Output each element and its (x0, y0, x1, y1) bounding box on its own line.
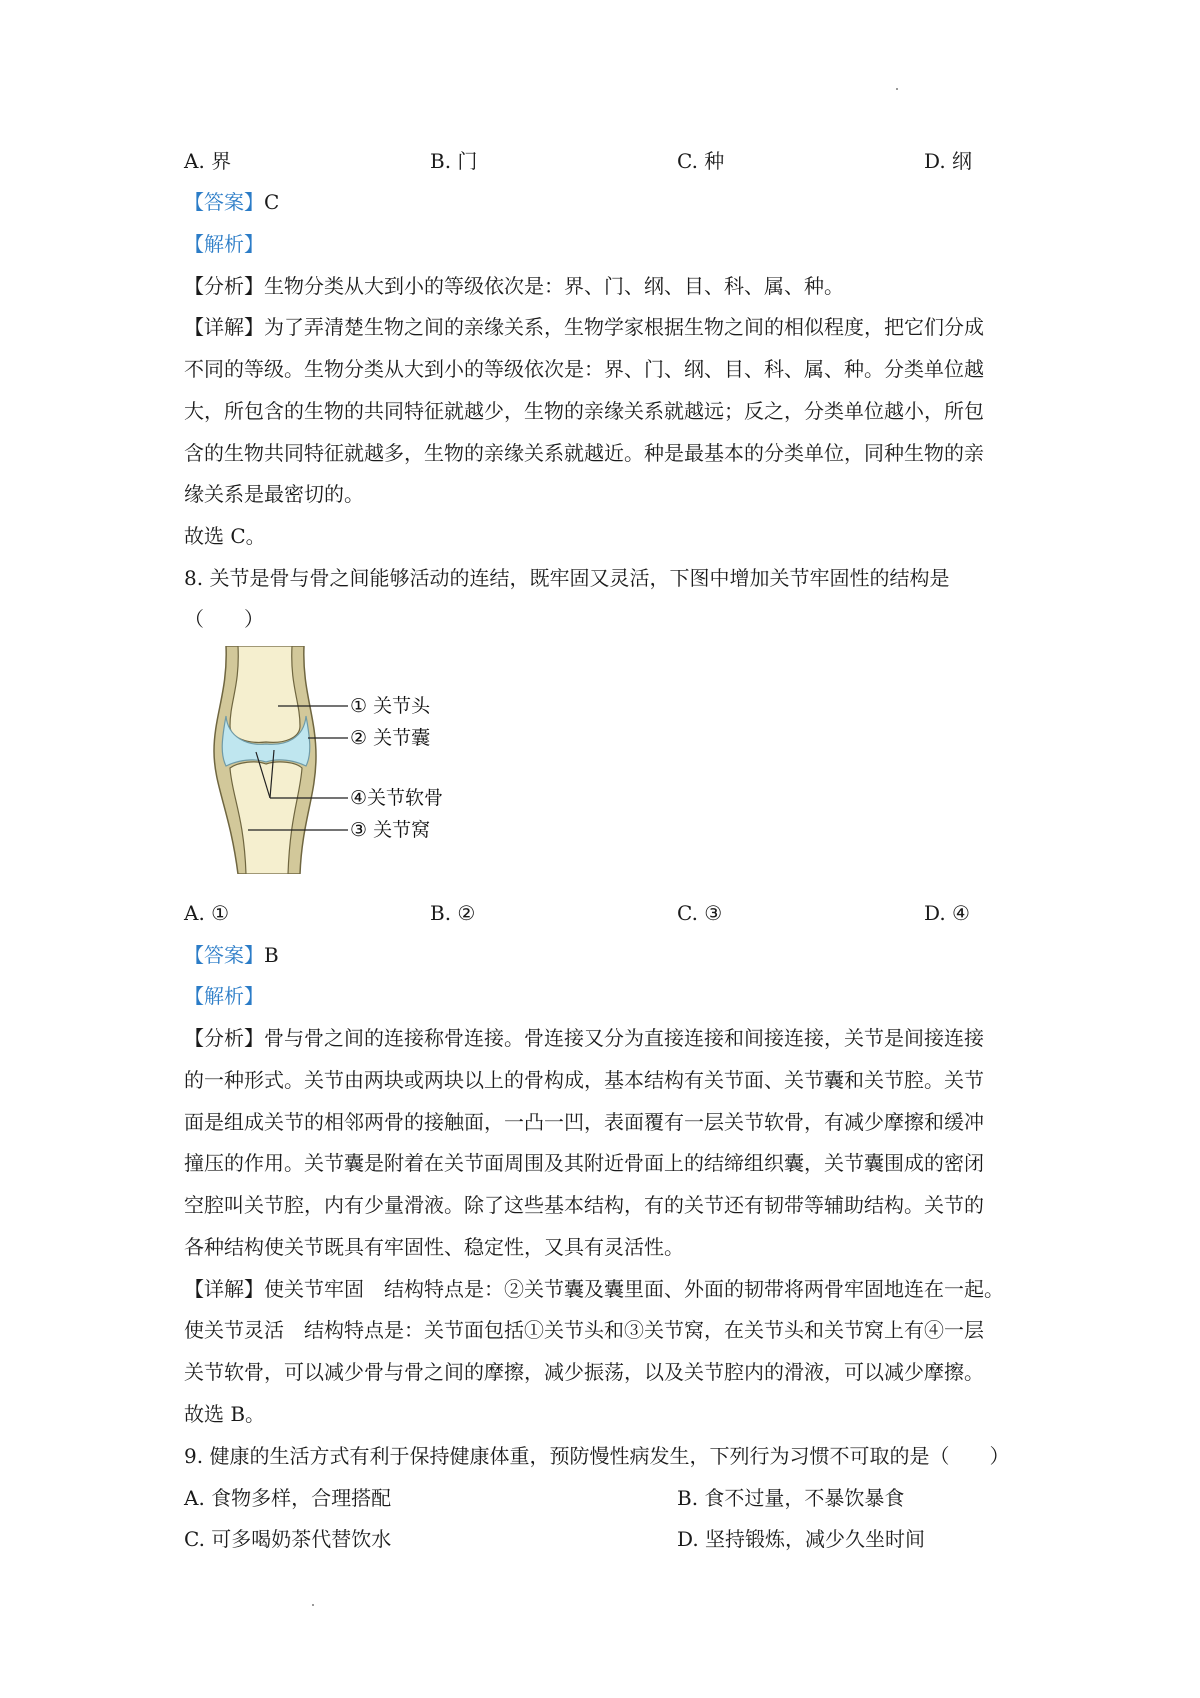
analysis-tag: 【解析】 (184, 984, 264, 1008)
xiangjie-text: 为了弄清楚生物之间的亲缘关系，生物学家根据生物之间的相似程度，把它们分成 (264, 315, 984, 339)
xiangjie-tag: 【详解】 (184, 315, 264, 339)
q8-fenxi-line-6: 各种结构使关节既具有牢固性、稳定性，又具有灵活性。 (184, 1235, 684, 1259)
xiangjie-text: 使关节牢固 结构特点是：②关节囊及囊里面、外面的韧带将两骨牢固地连在一起。 (264, 1277, 1004, 1301)
label-articular-cartilage: ④关节软骨 (350, 787, 444, 809)
answer-value: C (264, 190, 280, 214)
fenxi-text: 生物分类从大到小的等级依次是：界、门、纲、目、科、属、种。 (264, 274, 844, 298)
xiangjie-tag: 【详解】 (184, 1277, 264, 1301)
q7-xiangjie-line-1 (184, 314, 1034, 340)
q9-option-a: A. 食物多样，合理搭配 (184, 1486, 392, 1510)
knee-joint-figure (208, 646, 508, 874)
q8-fenxi-line-3: 面是组成关节的相邻两骨的接触面，一凸一凹，表面覆有一层关节软骨，有减少摩擦和缓冲 (184, 1110, 984, 1134)
q7-option-c: C. 种 (677, 149, 725, 173)
q8-conclusion: 故选 B。 (184, 1402, 266, 1426)
fenxi-tag: 【分析】 (184, 274, 264, 298)
q7-xiangjie-line-2: 不同的等级。生物分类从大到小的等级依次是：界、门、纲、目、科、属、种。分类单位越 (184, 357, 984, 381)
q8-option-c: C. ③ (677, 901, 723, 925)
q8-stem-line-1: 8. 关节是骨与骨之间能够活动的连结，既牢固又灵活，下图中增加关节牢固性的结构是 (184, 566, 950, 590)
q8-stem-line-2: （ ） (184, 607, 264, 631)
label-articular-head: ① 关节头 (350, 695, 431, 717)
q8-xiangjie-line-1 (184, 1276, 1034, 1302)
q9-option-c: C. 可多喝奶茶代替饮水 (184, 1527, 392, 1551)
q8-xiangjie-line-3: 关节软骨，可以减少骨与骨之间的摩擦，减少振荡，以及关节腔内的滑液，可以减少摩擦。 (184, 1360, 984, 1384)
q8-fenxi-line-4: 撞压的作用。关节囊是附着在关节面周围及其附近骨面上的结缔组织囊，关节囊围成的密闭 (184, 1151, 984, 1175)
answer-tag: 【答案】 (184, 943, 264, 967)
q7-xiangjie-line-5: 缘关系是最密切的。 (184, 482, 364, 506)
q7-answer-line (184, 189, 1034, 215)
fenxi-text: 骨与骨之间的连接称骨连接。骨连接又分为直接连接和间接连接，关节是间接连接 (264, 1026, 984, 1050)
label-articular-fossa: ③ 关节窝 (350, 819, 431, 841)
q8-answer-line (184, 942, 1034, 968)
q8-option-a: A. ① (184, 901, 230, 925)
q8-xiangjie-line-2: 使关节灵活 结构特点是：关节面包括①关节头和③关节窝，在关节头和关节窝上有④一层 (184, 1318, 984, 1342)
q7-option-d: D. 纲 (924, 149, 973, 173)
fenxi-tag: 【分析】 (184, 1026, 264, 1050)
q7-xiangjie-line-3: 大，所包含的生物的共同特征就越少，生物的亲缘关系就越远；反之，分类单位越小，所包 (184, 399, 984, 423)
q7-fenxi-line (184, 273, 1034, 299)
q9-stem: 9. 健康的生活方式有利于保持健康体重，预防慢性病发生，下列行为习惯不可取的是（ ） (184, 1444, 1010, 1468)
answer-value: B (264, 943, 279, 967)
q9-option-d: D. 坚持锻炼，减少久坐时间 (677, 1527, 926, 1551)
q7-conclusion: 故选 C。 (184, 524, 266, 548)
q9-option-b: B. 食不过量，不暴饮暴食 (677, 1486, 905, 1510)
q8-option-d: D. ④ (924, 901, 970, 925)
analysis-tag: 【解析】 (184, 232, 264, 256)
scan-speck (896, 88, 898, 90)
scan-speck (312, 1604, 314, 1606)
answer-tag: 【答案】 (184, 190, 264, 214)
q8-fenxi-line-5: 空腔叫关节腔，内有少量滑液。除了这些基本结构，有的关节还有韧带等辅助结构。关节的 (184, 1193, 984, 1217)
label-joint-capsule: ② 关节囊 (350, 727, 431, 749)
q7-option-a: A. 界 (184, 149, 232, 173)
upper-bone-shape (230, 646, 300, 742)
q8-fenxi-line-2: 的一种形式。关节由两块或两块以上的骨构成，基本结构有关节面、关节囊和关节腔。关节 (184, 1068, 984, 1092)
q7-xiangjie-line-4: 含的生物共同特征就越多，生物的亲缘关系就越近。种是最基本的分类单位，同种生物的亲 (184, 441, 984, 465)
q7-option-b: B. 门 (430, 149, 478, 173)
q8-analysis-line (184, 983, 1034, 1009)
q8-option-b: B. ② (430, 901, 476, 925)
q7-analysis-line (184, 231, 1034, 257)
q8-fenxi-line-1 (184, 1025, 1034, 1051)
